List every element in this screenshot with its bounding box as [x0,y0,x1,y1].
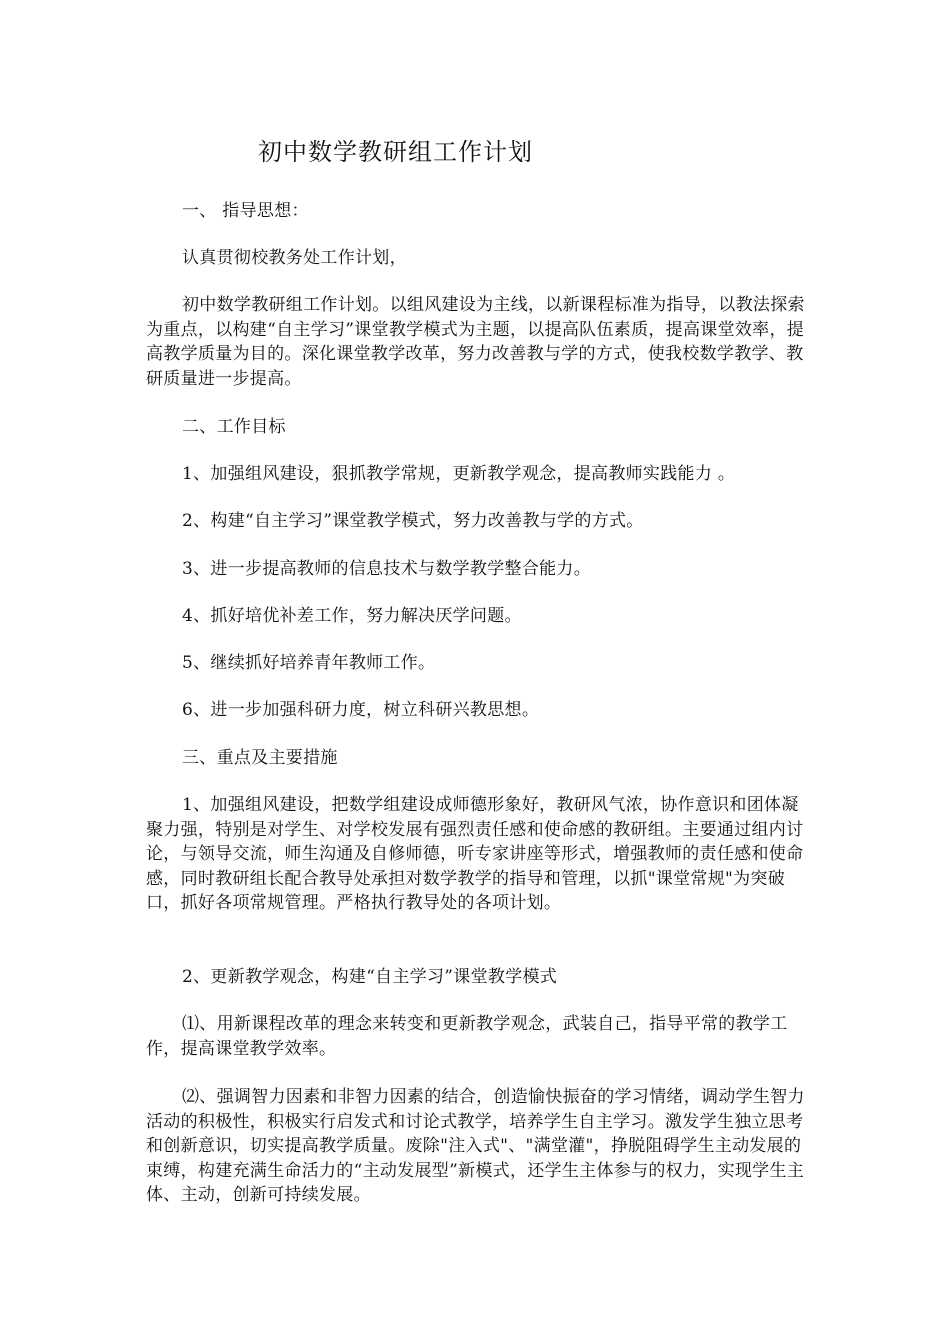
sub-measure-paragraph: ⑴、用新课程改革的理念来转变和更新教学观念，武装自己，指导平常的教学工作，提高课堂教学效率。 [146,1014,788,1059]
guiding-paragraph: 初中数学教研组工作计划。以组风建设为主线，以新课程标准为指导，以教法探索为重点，以构建“自主学习”课堂教学模式为主题，以提高队伍素质，提高课堂效率，提高教学质量为目的。深化课堂教学改革，努力改善教与学的方式，使我校数学教学、教研质量进一步提高。 [146,295,805,389]
section-heading-guiding: 一、 指导思想： [182,201,309,221]
section-heading-measures: 三、重点及主要措施 [182,748,338,768]
goal-item: 3、进一步提高教师的信息技术与数学教学整合能力。 [182,559,592,579]
goal-item: 4、抓好培优补差工作，努力解决厌学问题。 [182,606,522,626]
goal-item: 5、继续抓好培养青年教师工作。 [182,653,436,673]
measure-heading: 2、更新教学观念，构建“自主学习”课堂教学模式 [182,967,558,987]
goal-item: 6、进一步加强科研力度，树立科研兴教思想。 [182,700,540,720]
goal-item: 1、加强组风建设，狠抓教学常规，更新教学观念，提高教师实践能力 。 [182,464,736,484]
sub-measure-paragraph: ⑵、强调智力因素和非智力因素的结合，创造愉快振奋的学习情绪，调动学生智力活动的积极性，积极实行启发式和讨论式教学，培养学生自主学习。激发学生独立思考和创新意识，切实提高教学质量。废除"注入式"、"满堂灌"，挣脱阻碍学生主动发展的束缚，构建充满生命活力的“主动发展型”新模式，还学生主体参与的权力，实现学生主体、主动，创新可持续发展。 [146,1087,805,1205]
section-heading-goals: 二、工作目标 [182,417,286,437]
goal-item: 2、构建“自主学习”课堂教学模式，努力改善教与学的方式。 [182,511,644,531]
document-title: 初中数学教研组工作计划 [258,138,533,166]
measure-paragraph: 1、加强组风建设，把数学组建设成师德形象好，教研风气浓，协作意识和团体凝聚力强，特别是对学生、对学校发展有强烈责任感和使命感的教研组。主要通过组内讨论，与领导交流，师生沟通及自修师德，听专家讲座等形式，增强教师的责任感和使命感，同时教研组长配合教导处承担对数学教学的指导和管理，以抓"课堂常规"为突破口，抓好各项常规管理。严格执行教导处的各项计划。 [146,795,804,913]
intro-paragraph: 认真贯彻校教务处工作计划， [182,248,407,268]
